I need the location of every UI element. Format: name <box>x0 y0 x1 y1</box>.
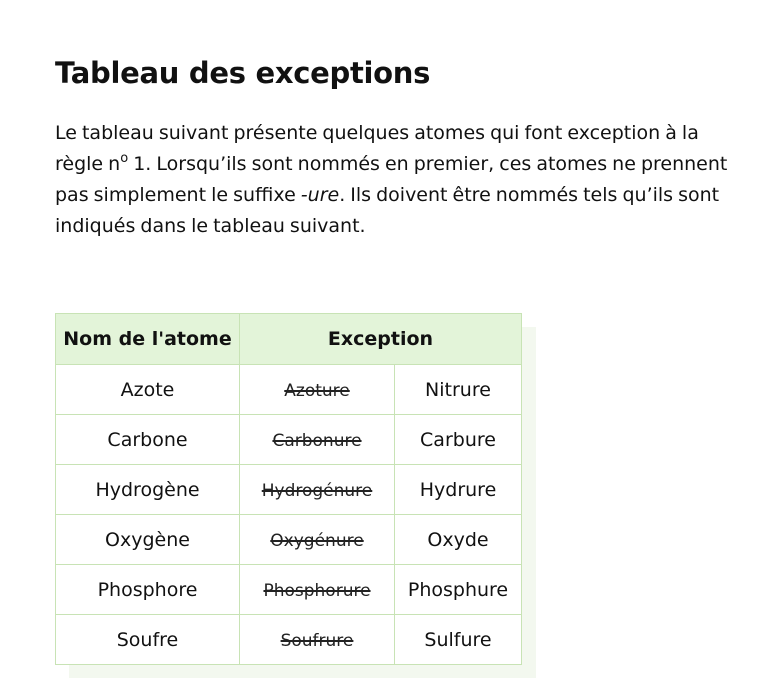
intro-suffix: -ure <box>300 184 340 206</box>
table-row <box>56 615 522 665</box>
atom-name-cell: Soufre <box>56 615 240 665</box>
atom-name-cell: Azote <box>56 365 240 415</box>
intro-text-part3: . Ils doivent être nommés tels qu’ils sont indiqués dans le tableau suivant. <box>55 184 720 237</box>
struck-wrong-name: Azoture <box>284 380 350 401</box>
struck-wrong-name: Hydrogénure <box>261 480 373 501</box>
wrong-name-cell <box>240 515 395 565</box>
wrong-name-cell <box>240 465 395 515</box>
intro-paragraph <box>55 118 735 242</box>
table-row <box>56 365 522 415</box>
wrong-name-cell <box>240 365 395 415</box>
page-title: Tableau des exceptions <box>55 56 431 90</box>
header-atom-name: Nom de l'atome <box>56 314 240 365</box>
intro-superscript: o <box>120 150 129 166</box>
exceptions-table <box>55 313 522 665</box>
correct-name-cell: Hydrure <box>395 465 522 515</box>
table-header-row <box>56 314 522 365</box>
table-row <box>56 565 522 615</box>
struck-wrong-name: Carbonure <box>272 430 362 451</box>
table-row <box>56 415 522 465</box>
table-row <box>56 515 522 565</box>
struck-wrong-name: Soufrure <box>280 630 354 651</box>
atom-name-cell: Hydrogène <box>56 465 240 515</box>
intro-text-part2: 1. Lorsqu’ils sont nommés en premier, ces atomes ne prennent pas simplement le suffixe <box>55 153 728 206</box>
atom-name-cell: Carbone <box>56 415 240 465</box>
struck-wrong-name: Phosphorure <box>263 580 371 601</box>
header-exception: Exception <box>240 314 522 365</box>
correct-name-cell: Nitrure <box>395 365 522 415</box>
correct-name-cell: Sulfure <box>395 615 522 665</box>
wrong-name-cell <box>240 615 395 665</box>
struck-wrong-name: Oxygénure <box>270 530 364 551</box>
table-row <box>56 465 522 515</box>
intro-text-part1: Le tableau suivant présente quelques atomes qui font exception à la règle n <box>55 122 699 175</box>
correct-name-cell: Phosphure <box>395 565 522 615</box>
correct-name-cell: Oxyde <box>395 515 522 565</box>
atom-name-cell: Oxygène <box>56 515 240 565</box>
wrong-name-cell <box>240 565 395 615</box>
correct-name-cell: Carbure <box>395 415 522 465</box>
atom-name-cell: Phosphore <box>56 565 240 615</box>
wrong-name-cell <box>240 415 395 465</box>
